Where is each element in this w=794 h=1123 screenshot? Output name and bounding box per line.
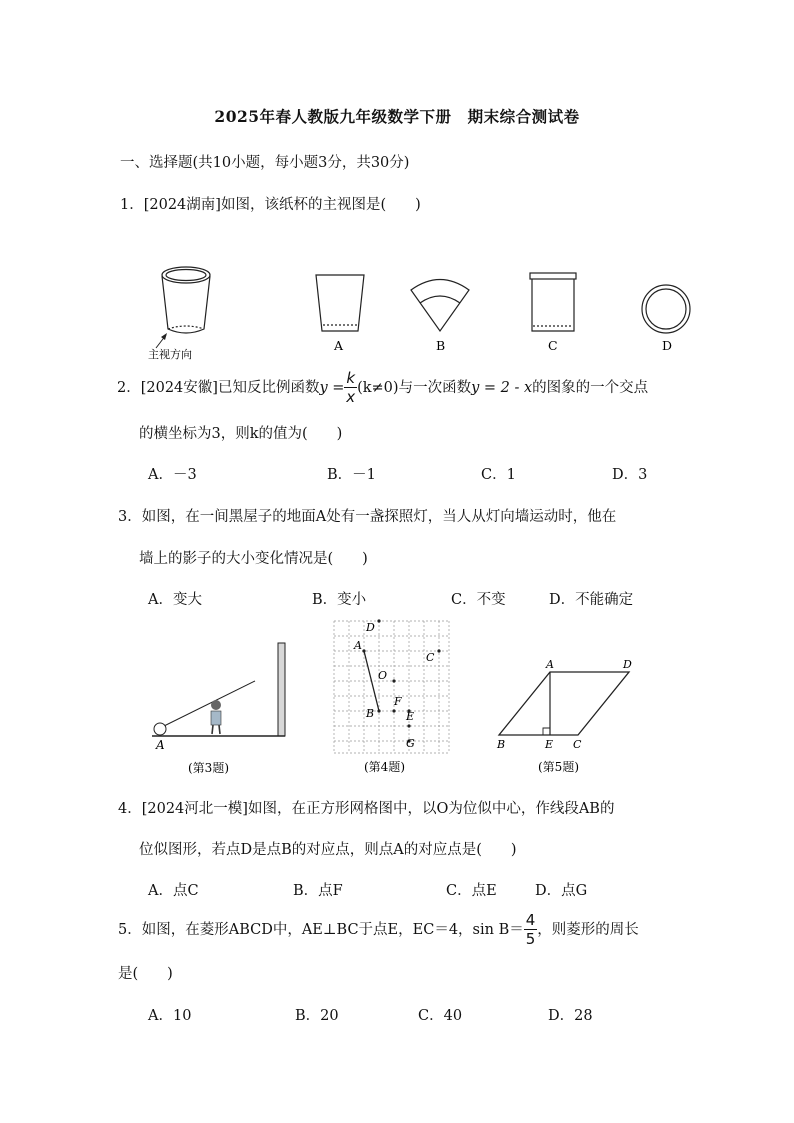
fig3-point-a: A <box>156 738 165 752</box>
fig4-label-g: G <box>406 737 415 750</box>
q3-option-c[interactable]: C．不变 <box>451 592 506 608</box>
q2-option-d[interactable]: D．3 <box>612 467 648 483</box>
q5-pre: 5．如图，在菱形ABCD中，AE⊥BC于点E，EC＝4， <box>118 922 473 938</box>
fig5-label-d: D <box>623 658 632 671</box>
option-a-label: A <box>334 338 344 353</box>
q4-option-a[interactable]: A．点C <box>148 883 199 899</box>
q2-option-c[interactable]: C．1 <box>481 467 516 483</box>
option-c-label: C <box>548 338 558 353</box>
question-2-line-2: 的横坐标为3，则k的值为( ) <box>139 426 343 442</box>
q4-option-c[interactable]: C．点E <box>446 883 497 899</box>
view-arrow-head <box>161 333 167 340</box>
q2-y-eq: y = <box>319 380 345 396</box>
q5-fraction <box>524 913 538 947</box>
option-c-drawing <box>530 273 576 331</box>
q3-option-b[interactable]: B．变小 <box>312 592 367 608</box>
fig4-label-b: B <box>366 707 375 720</box>
question-1-figure <box>120 255 720 365</box>
person-figure <box>211 700 221 734</box>
question-2-line-1 <box>117 371 648 405</box>
fig4-caption: (第4题) <box>364 760 405 774</box>
q5-option-c[interactable]: C．40 <box>418 1008 463 1024</box>
q2-frac-den: x <box>346 388 356 406</box>
option-b-label: B <box>436 338 446 353</box>
q2-option-a[interactable]: A．－3 <box>148 467 197 483</box>
q5-sin: sin B＝ <box>472 922 524 938</box>
fig5-label-c: C <box>573 738 582 751</box>
section-heading: 一、选择题(共10小题，每小题3分，共30分) <box>120 155 410 171</box>
q2-frac-num: k <box>346 369 356 387</box>
q5-frac-num: 4 <box>525 911 536 929</box>
q3-option-d[interactable]: D．不能确定 <box>549 592 634 608</box>
question-3-line-2: 墙上的影子的大小变化情况是( ) <box>139 551 368 567</box>
q5-post: ，则菱形的周长 <box>537 922 639 938</box>
figure-3 <box>140 635 300 780</box>
q5-frac-den: 5 <box>525 930 536 948</box>
fig5-label-b: B <box>497 738 506 751</box>
q5-option-b[interactable]: B．20 <box>295 1008 339 1024</box>
wall <box>278 643 285 736</box>
q2-option-b[interactable]: B．－1 <box>327 467 376 483</box>
paper-cup-drawing <box>162 267 210 333</box>
q2-cond: (k≠0) <box>357 380 399 396</box>
fig5-caption: (第5题) <box>538 760 579 774</box>
q2-pre: 2．[2024安徽]已知反比例函数 <box>117 380 320 396</box>
q4-option-b[interactable]: B．点F <box>293 883 343 899</box>
q2-mid: 与一次函数 <box>398 380 472 396</box>
right-angle-mark <box>543 728 550 735</box>
question-4-line-2: 位似图形，若点D是点B的对应点，则点A的对应点是( ) <box>139 842 517 858</box>
fig5-label-a: A <box>546 658 554 671</box>
fig4-label-c: C <box>426 651 435 664</box>
q3-option-a[interactable]: A．变大 <box>148 592 202 608</box>
fig5-label-e: E <box>545 738 554 751</box>
q2-post: 的图象的一个交点 <box>532 380 649 396</box>
rhombus-abcd <box>499 672 629 735</box>
q5-option-a[interactable]: A．10 <box>148 1008 192 1024</box>
question-4-line-1: 4．[2024河北一模]如图，在正方形网格图中，以O为位似中心，作线段AB的 <box>118 801 615 817</box>
question-3-line-1: 3．如图，在一间黑屋子的地面A处有一盏探照灯，当人从灯向墙运动时，他在 <box>118 509 617 525</box>
fig4-label-d: D <box>366 621 375 634</box>
question-5-line-2: 是( ) <box>118 966 173 982</box>
fig4-label-f: F <box>394 695 402 708</box>
option-d-drawing <box>642 285 690 333</box>
fig3-caption: (第3题) <box>188 761 229 775</box>
square-grid <box>334 621 449 753</box>
question-5-line-1 <box>118 913 639 947</box>
q5-option-d[interactable]: D．28 <box>548 1008 593 1024</box>
cup-view-label: 主视方向 <box>148 348 192 361</box>
fig4-label-a: A <box>354 639 362 652</box>
q4-option-d[interactable]: D．点G <box>535 883 588 899</box>
q2-eq2: y = 2 - x <box>471 380 533 396</box>
fig4-label-o: O <box>378 669 388 682</box>
fig4-label-e: E <box>406 710 415 723</box>
figure-5 <box>493 655 643 780</box>
question-1-text: 1．[2024湖南]如图，该纸杯的主视图是( ) <box>120 197 421 213</box>
page-title: 2025年春人教版九年级数学下册 期末综合测试卷 <box>214 107 580 126</box>
figure-4 <box>330 617 455 782</box>
q2-fraction <box>344 371 357 405</box>
light-beam <box>162 681 255 727</box>
option-d-label: D <box>662 338 673 353</box>
option-b-drawing <box>411 280 469 332</box>
option-a-drawing <box>316 275 364 331</box>
searchlight <box>154 723 166 735</box>
